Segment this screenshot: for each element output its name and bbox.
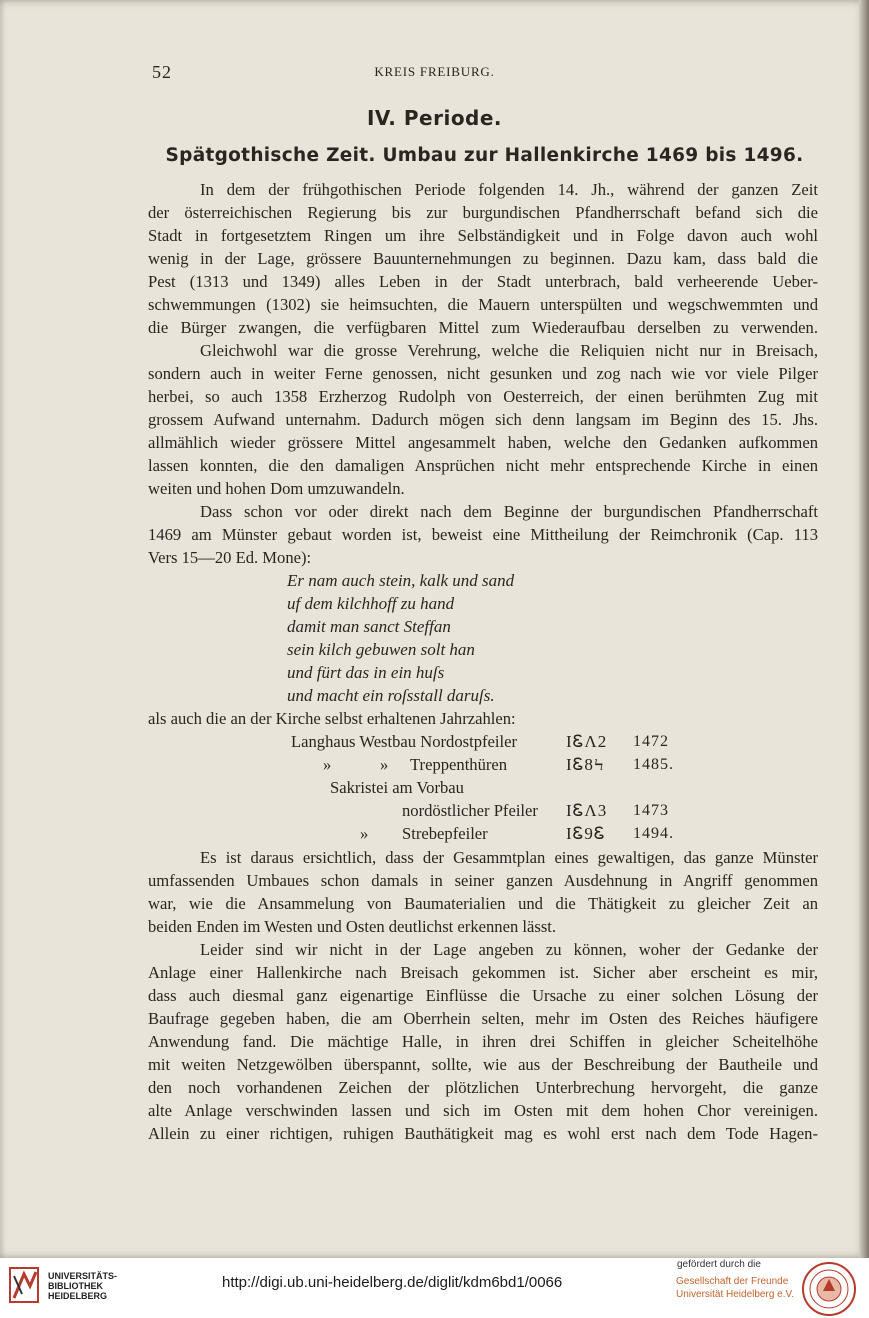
verse-line: sein kilch gebuwen solt han (287, 640, 475, 659)
text-line: Stadt in fortgesetztem Ringen um ihre Selbständigkeit und in Folge davon auch wohl (148, 226, 818, 245)
verse-line: damit man sanct Steffan (287, 617, 451, 636)
text-line: Baufrage gegeben haben, die am Oberrhein selten, mehr im Osten des Reiches häufigere (148, 1009, 818, 1028)
verse-line: Er nam auch stein, kalk und sand (287, 571, 515, 590)
verse-line: und macht ein roſsstall daruſs. (287, 686, 495, 705)
library-name-line: UNIVERSITÄTS- (48, 1271, 118, 1281)
ditto-mark: » (380, 755, 389, 774)
university-seal-icon (801, 1261, 857, 1317)
text-line: Dass schon vor oder direkt nach dem Beginne der burgundischen Pfandherrschaft (200, 502, 818, 521)
text-line: als auch die an der Kirche selbst erhaltenen Jahrzahlen: (148, 709, 516, 728)
text-line: mit weiten Netzgewölben überspannt, sollte, wie aus der Beschreibung der Bautheile und (148, 1055, 818, 1074)
text-line: Allein zu einer richtigen, ruhigen Bauthätigkeit mag es wohl erst nach dem Tode Hagen- (148, 1124, 818, 1143)
year-numeral: IᏋΛ3 (566, 801, 608, 820)
year-numeral: IᏋ9Ꮛ (566, 824, 606, 843)
library-name-line: HEIDELBERG (48, 1291, 108, 1301)
text-line: In dem der frühgothischen Periode folgenden 14. Jh., während der ganzen Zeit (200, 180, 818, 199)
text-line: dass auch diesmal ganz eigenartige Einflüsse die Ursache zu einer solchen Lösung der (148, 986, 818, 1005)
digitization-footer (0, 1258, 869, 1318)
sponsor-name-line: Gesellschaft der Freunde (676, 1276, 789, 1287)
text-line: wenig in der Lage, grössere Bauunternehmungen zu beginnen. Dazu kam, dass bald die (148, 249, 818, 268)
text-line: Leider sind wir nicht in der Lage angeben zu können, woher der Gedanke der (200, 940, 818, 959)
permalink-url[interactable]: http://digi.ub.uni-heidelberg.de/diglit/kdm6bd1/0066 (222, 1274, 563, 1291)
sponsor-name-line: Universität Heidelberg e.V. (676, 1289, 795, 1300)
text-line: umfassenden Umbaues schon damals in seiner ganzen Ausdehnung in Angriff genommen (148, 871, 818, 890)
sponsor-name (676, 1275, 794, 1301)
text-line: Es ist daraus ersichtlich, dass der Gesammtplan eines gewaltigen, das ganze Münster (200, 848, 818, 867)
year-row-label: nordöstlicher Pfeiler (402, 801, 538, 820)
page-edge-shadow (859, 0, 869, 1258)
library-name-line: BIBLIOTHEK (48, 1281, 103, 1291)
text-line: den noch vorhandenen Zeichen der plötzlichen Unterbrechung hervorgeht, die ganze (148, 1078, 818, 1097)
text-line: war, wie die Ansammelung von Baumaterialien und die Thätigkeit zu gleicher Zeit an (148, 894, 818, 913)
running-title: KREIS FREIBURG. (374, 64, 495, 79)
text-line: Pest (1313 und 1349) alles Leben in der Stadt unterbrach, bald verheerende Ueber- (148, 272, 818, 291)
year-numeral: IᏋ8Ϟ (566, 755, 605, 774)
text-line: schwemmungen (1302) sie heimsuchten, die Mauern unterspülten und wegschwemmten und (148, 295, 818, 314)
text-line: die Bürger zwangen, die verfügbaren Mittel zum Wiederaufbau derselben zu verwenden. (148, 318, 818, 337)
year-row-label: Treppenthüren (410, 755, 508, 774)
text-line: lassen konnten, die den damaligen Ansprüchen nicht mehr entsprechende Kirche in einen (148, 456, 818, 475)
verse-line: uf dem kilchhoff zu hand (287, 594, 455, 613)
text-line: sondern auch in weiter Ferne genossen, nicht gesunken und zog nach wie vor viele Pilger (148, 364, 818, 383)
text-line: Anlage einer Hallenkirche nach Breisach gekommen ist. Sicher aber erscheint es mir, (148, 963, 818, 982)
text-line: der österreichischen Regierung bis zur burgundischen Pfandherrschaft befand sich die (148, 203, 818, 222)
sponsor-label: gefördert durch die (677, 1259, 761, 1270)
page-number: 52 (152, 62, 172, 82)
year-row-label: Sakristei am Vorbau (330, 778, 464, 797)
library-name (48, 1271, 117, 1301)
year-row-label: Strebepfeiler (402, 824, 488, 843)
text-line: alte Anlage verschwinden lassen und sich im Osten mit dem hohen Chor vereinigen. (148, 1101, 818, 1120)
year-row-label: Langhaus Westbau Nordostpfeiler (291, 732, 518, 751)
text-line: 1469 am Münster gebaut worden ist, beweist eine Mittheilung der Reimchronik (Cap. 113 (148, 525, 818, 544)
text-line: Vers 15—20 Ed. Mone): (148, 548, 312, 567)
ditto-mark: » (323, 755, 332, 774)
text-line: Gleichwohl war die grosse Verehrung, welche die Reliquien nicht nur in Breisach, (200, 341, 818, 360)
year-value: 1485. (633, 756, 674, 773)
text-line: Anwendung fand. Die mächtige Halle, in ihren drei Schiffen in gleicher Scheitelhöhe (148, 1032, 818, 1051)
text-line: allmählich wieder grössere Mittel angesammelt haben, welche den Gedanken aufkommen (148, 433, 818, 452)
section-subtitle: Spätgothische Zeit. Umbau zur Hallenkirche 1469 bis 1496. (165, 145, 804, 166)
text-line: weiten und hohen Dom umzuwandeln. (148, 479, 405, 498)
text-line: herbei, so auch 1358 Erzherzog Rudolph von Oesterreich, der einen berühmten Zug mit (148, 387, 818, 406)
verse-line: und fürt das in ein huſs (287, 663, 445, 682)
year-value: 1473 (633, 802, 669, 819)
text-line: beiden Enden im Westen und Osten deutlichst erkennen lässt. (148, 917, 557, 936)
section-heading: IV. Periode. (366, 106, 503, 130)
year-value: 1494. (633, 825, 674, 842)
year-numeral: IᏋΛ2 (566, 732, 608, 751)
text-line: grossem Aufwand unternahm. Dadurch mögen sich denn langsam im Beginn des 15. Jhs. (148, 410, 818, 429)
ditto-mark: » (360, 824, 369, 843)
year-value: 1472 (633, 733, 669, 750)
library-logo-icon (8, 1264, 44, 1306)
